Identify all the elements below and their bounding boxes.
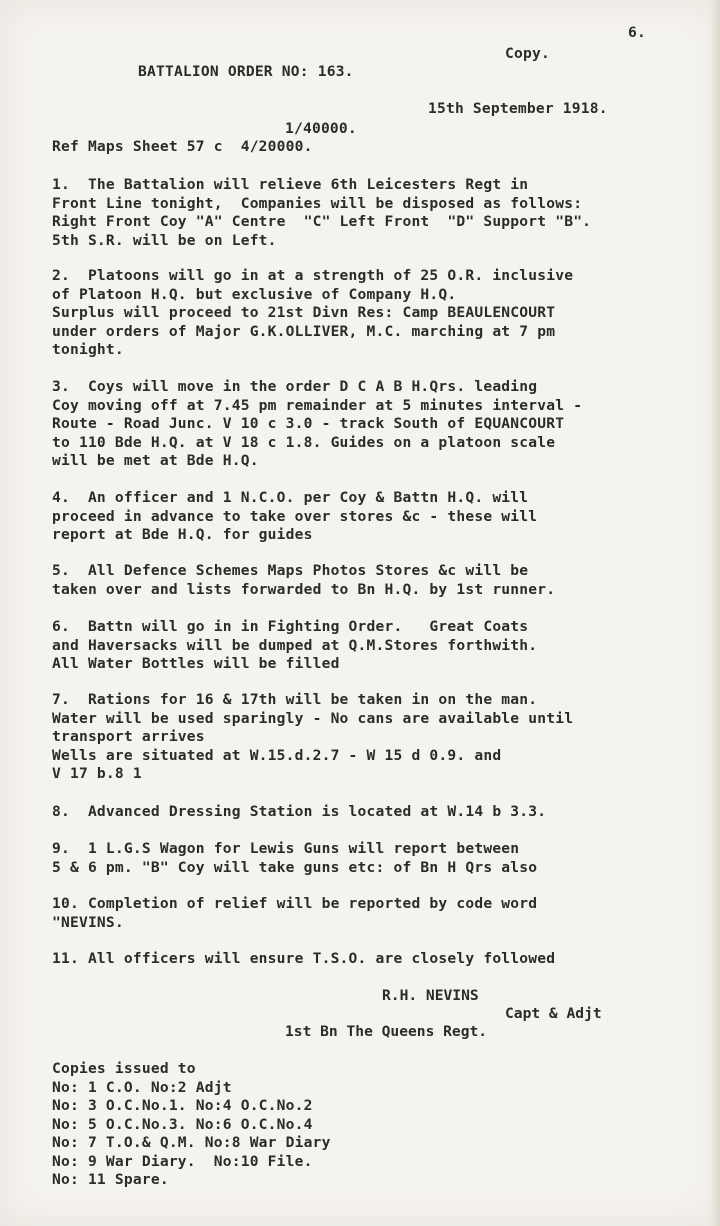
paragraph-6 <box>52 618 537 674</box>
text-line: Right Front Coy "A" Centre "C" Left Front "D" Support "B". <box>52 213 592 230</box>
copy-label: Copy. <box>505 45 550 62</box>
map-reference: Ref Maps Sheet 57 c 4/20000. <box>52 138 313 155</box>
paragraph-11 <box>52 950 555 969</box>
text-line: report at Bde H.Q. for guides <box>52 526 313 543</box>
text-line: "NEVINS. <box>52 913 124 931</box>
text-line: 10. Completion of relief will be reported by code word <box>52 895 538 912</box>
text-line: 6. Battn will go in in Fighting Order. Great Coats <box>52 618 529 635</box>
text-line: transport arrives <box>52 728 205 745</box>
text-line: 4. An officer and 1 N.C.O. per Coy & Battn H.Q. will <box>52 489 529 506</box>
order-title: BATTALION ORDER NO: 163. <box>138 63 354 80</box>
paragraph-10 <box>52 895 537 932</box>
paragraph-4 <box>52 489 537 545</box>
text-line: 8. Advanced Dressing Station is located at W.14 b 3.3. <box>52 803 547 820</box>
paragraph-5 <box>52 562 555 599</box>
copies-line: No: 5 O.C.No.3. No:6 O.C.No.4 <box>52 1115 313 1133</box>
paper-edge-shadow <box>710 0 720 1226</box>
copies-line: No: 3 O.C.No.1. No:4 O.C.No.2 <box>52 1097 313 1114</box>
text-line: 5th S.R. will be on Left. <box>52 231 277 249</box>
order-date: 15th September 1918. <box>428 100 608 117</box>
text-line: to 110 Bde H.Q. at V 18 c 1.8. Guides on a platoon scale <box>52 433 556 451</box>
copies-line: No: 7 T.O.& Q.M. No:8 War Diary <box>52 1134 331 1151</box>
paragraph-1 <box>52 176 591 250</box>
text-line: 9. 1 L.G.S Wagon for Lewis Guns will report between <box>52 840 520 857</box>
text-line: Coy moving off at 7.45 pm remainder at 5 minutes interval - <box>52 396 583 414</box>
text-line: 1. The Battalion will relieve 6th Leicesters Regt in <box>52 176 529 193</box>
text-line: under orders of Major G.K.OLLIVER, M.C. marching at 7 pm <box>52 322 556 340</box>
copies-heading: Copies issued to <box>52 1060 196 1077</box>
text-line: 7. Rations for 16 & 17th will be taken in on the man. <box>52 691 538 708</box>
copies-line: No: 9 War Diary. No:10 File. <box>52 1152 313 1170</box>
text-line: 5. All Defence Schemes Maps Photos Stores &c will be <box>52 562 529 579</box>
text-line: taken over and lists forwarded to Bn H.Q. by 1st runner. <box>52 580 556 598</box>
copies-list <box>52 1060 331 1190</box>
copies-line: No: 1 C.O. No:2 Adjt <box>52 1078 232 1096</box>
text-line: and Haversacks will be dumped at Q.M.Stores forthwith. <box>52 636 538 654</box>
text-line: 3. Coys will move in the order D C A B H.Qrs. leading <box>52 378 538 395</box>
copies-line: No: 11 Spare. <box>52 1171 169 1188</box>
text-line: will be met at Bde H.Q. <box>52 452 259 469</box>
signatory-rank: Capt & Adjt <box>505 1005 602 1022</box>
text-line: 2. Platoons will go in at a strength of 25 O.R. inclusive <box>52 267 574 284</box>
text-line: Water will be used sparingly - No cans are available until <box>52 709 574 727</box>
text-line: tonight. <box>52 341 124 358</box>
text-line: Surplus will proceed to 21st Divn Res: Camp BEAULENCOURT <box>52 304 556 321</box>
text-line: Wells are situated at W.15.d.2.7 - W 15 d 0.9. and <box>52 746 502 764</box>
map-scale-1: 1/40000. <box>285 120 357 137</box>
text-line: proceed in advance to take over stores &c - these will <box>52 507 538 525</box>
signatory-name: R.H. NEVINS <box>382 987 479 1004</box>
text-line: Route - Road Junc. V 10 c 3.0 - track South of EQUANCOURT <box>52 415 565 432</box>
paragraph-3 <box>52 378 582 471</box>
signatory-unit: 1st Bn The Queens Regt. <box>285 1023 488 1040</box>
text-line: 11. All officers will ensure T.S.O. are closely followed <box>52 950 556 967</box>
text-line: of Platoon H.Q. but exclusive of Company H.Q. <box>52 285 457 303</box>
text-line: Front Line tonight, Companies will be disposed as follows: <box>52 194 583 212</box>
paragraph-7 <box>52 691 573 784</box>
page-number: 6. <box>628 24 646 41</box>
text-line: All Water Bottles will be filled <box>52 655 340 672</box>
paragraph-9 <box>52 840 537 877</box>
paragraph-8 <box>52 803 546 822</box>
text-line: 5 & 6 pm. "B" Coy will take guns etc: of Bn H Qrs also <box>52 858 538 876</box>
text-line: V 17 b.8 1 <box>52 765 142 782</box>
paragraph-2 <box>52 267 573 360</box>
